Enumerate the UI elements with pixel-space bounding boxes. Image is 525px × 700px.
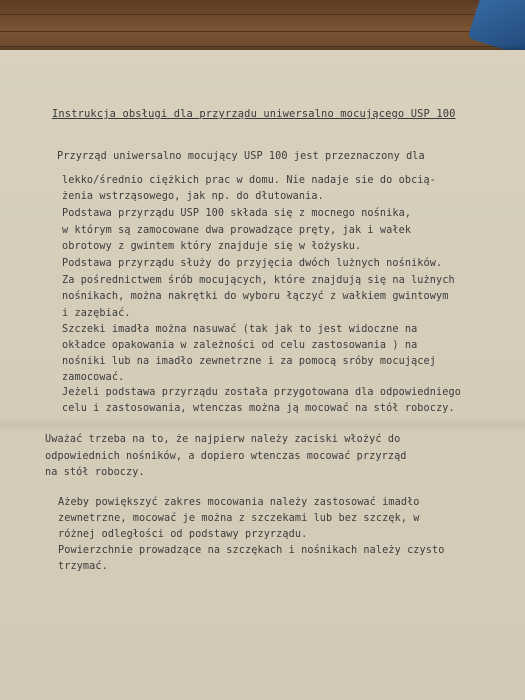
text-line: i zazębiać. bbox=[62, 308, 131, 319]
document-title: Instrukcja obsługi dla przyrządu uniwersalno mocującego USP 100 bbox=[52, 108, 456, 120]
text-line: obrotowy z gwintem który znajduje się w łożysku. bbox=[62, 241, 362, 252]
text-line: Przyrząd uniwersalno mocujący USP 100 jest przeznaczony dla bbox=[57, 151, 425, 162]
text-line: w którym są zamocowane dwa prowadzące pręty, jak i wałek bbox=[62, 225, 412, 236]
text-line: lekko/średnio ciężkich prac w domu. Nie nadaje sie do obcią- bbox=[62, 175, 437, 186]
wood-grain bbox=[0, 31, 525, 32]
text-line: trzymać. bbox=[58, 561, 108, 572]
text-line: Za pośrednictwem śrób mocujących, które znajdują się na lużnych bbox=[62, 275, 455, 286]
text-line: zamocować. bbox=[62, 372, 125, 383]
text-line: Uważać trzeba na to, że najpierw należy zaciski włożyć do bbox=[45, 434, 401, 445]
text-line: celu i zastosowania, wtenczas można ją mocować na stół roboczy. bbox=[62, 403, 455, 414]
text-line: okładce opakowania w zależności od celu zastosowania ) na bbox=[62, 340, 418, 351]
text-line: nośnikach, można nakrętki do wyboru łączyć z wałkiem gwintowym bbox=[62, 291, 449, 302]
text-line: Szczeki imadła można nasuwać (tak jak to jest widoczne na bbox=[62, 324, 418, 335]
text-line: Podstawa przyrządu USP 100 składa się z mocnego nośnika, bbox=[62, 208, 412, 219]
paper-fold bbox=[0, 418, 525, 432]
text-line: Jeżeli podstawa przyrządu została przygotowana dla odpowiedniego bbox=[62, 387, 461, 398]
wood-grain bbox=[0, 46, 525, 47]
text-line: żenia wstrząsowego, jak np. do dłutowania. bbox=[62, 191, 324, 202]
text-line: różnej odległości od podstawy przyrządu. bbox=[58, 529, 308, 540]
wood-grain bbox=[0, 14, 525, 15]
text-line: nośniki lub na imadło zewnetrzne i za pomocą sróby mocującej bbox=[62, 356, 437, 367]
text-line: Podstawa przyrządu służy do przyjęcia dwóch lużnych nośników. bbox=[62, 258, 443, 269]
text-line: na stół roboczy. bbox=[45, 467, 145, 478]
text-line: odpowiednich nośników, a dopiero wtenczas mocować przyrząd bbox=[45, 451, 407, 462]
text-line: Ażeby powiększyć zakres mocowania należy zastosować imadło bbox=[58, 497, 420, 508]
text-line: zewnetrzne, mocować je można z szczekami lub bez szczęk, w bbox=[58, 513, 420, 524]
text-line: Powierzchnie prowadzące na szczękach i nośnikach należy czysto bbox=[58, 545, 445, 556]
